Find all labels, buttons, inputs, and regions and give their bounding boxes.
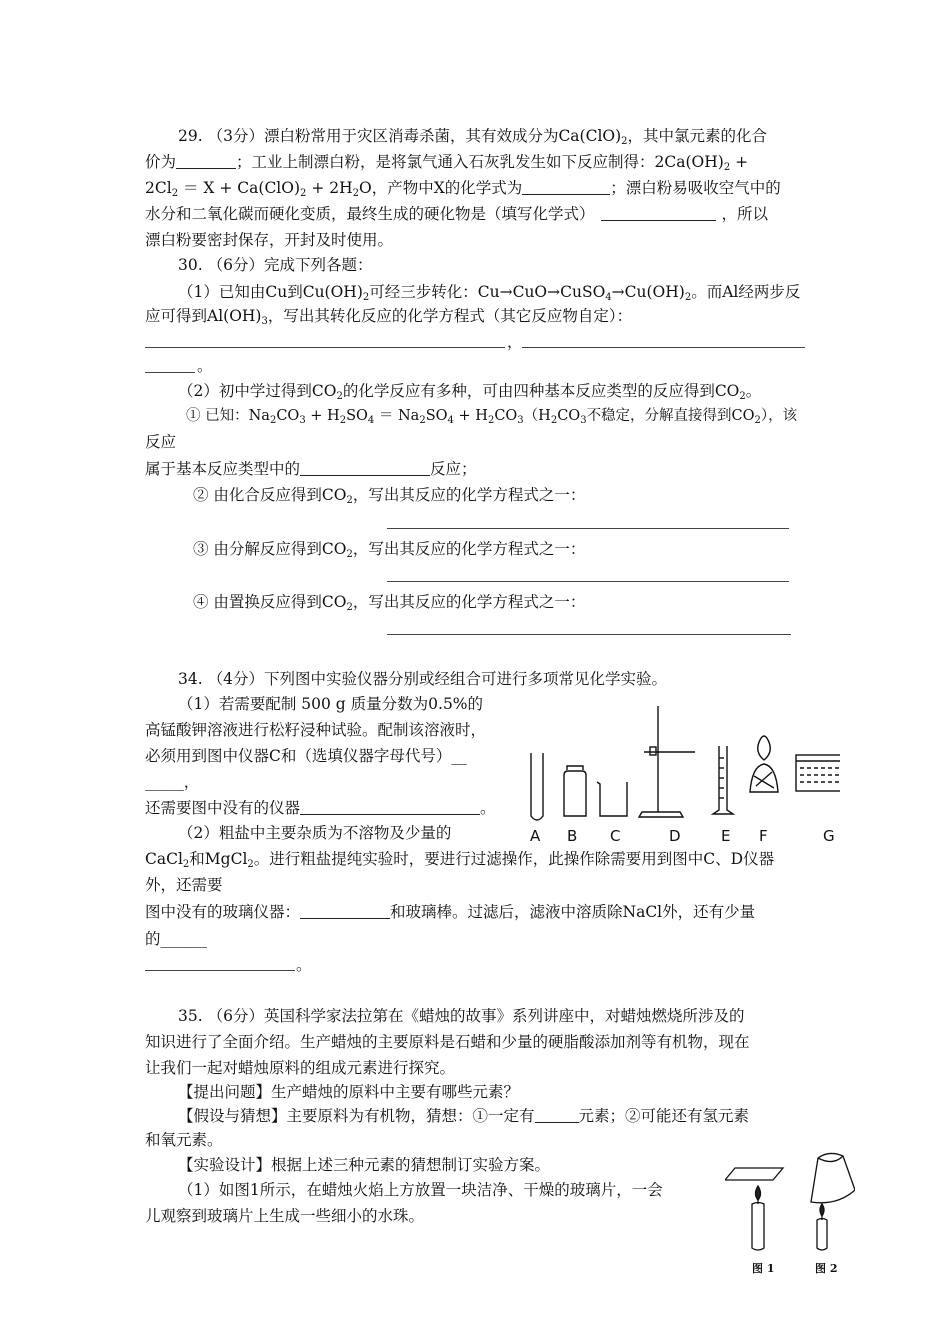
q34-title: 34. （4分）下列图中实验仪器分别或经组合可进行多项常见化学实验。 bbox=[178, 670, 667, 688]
q30-answer-line-1[interactable] bbox=[145, 347, 505, 348]
q29-blank-1[interactable] bbox=[176, 154, 236, 169]
label-B: B bbox=[567, 827, 578, 845]
label-E: E bbox=[721, 827, 731, 845]
q30-sub1-line-2: 反应 bbox=[145, 433, 177, 451]
figure-2-inverted-beaker bbox=[811, 1153, 855, 1202]
test-tube-A bbox=[531, 753, 543, 820]
q34-blank-instrument[interactable] bbox=[300, 800, 480, 815]
q30-sub3-answer-line[interactable] bbox=[387, 581, 789, 582]
q29-line-5: 漂白粉要密封保存，开封及时使用。 bbox=[145, 231, 394, 249]
q35-line-1: 35. （6分）英国科学家法拉第在《蜡烛的故事》系列讲座中，对蜡烛燃烧所涉及的 bbox=[178, 1007, 745, 1025]
q30-sub1-line-3: 属于基本反应类型中的 反应； bbox=[145, 460, 477, 478]
q29-line-3: $2Cl_2 = X + Ca(ClO)_2 + 2H_2O$，产物中X的化学式为 ；漂白粉易吸收空气中的 bbox=[145, 179, 781, 199]
q30-sub4-answer-line[interactable] bbox=[387, 634, 791, 635]
q34-answer-line[interactable] bbox=[145, 970, 295, 971]
alcohol-lamp-F bbox=[750, 736, 778, 792]
evaporating-dish-G bbox=[796, 755, 840, 791]
q35-line-4: 【提出问题】生产蜡烛的原料中主要有哪些元素？ bbox=[178, 1083, 520, 1101]
label-G: G bbox=[823, 827, 835, 845]
q30-answer-line-3[interactable] bbox=[145, 372, 195, 373]
q34-a-line-1: （1）若需要配制 500 g 质量分数为0.5%的 bbox=[178, 695, 484, 713]
label-D: D bbox=[669, 827, 681, 845]
q35-blank-element[interactable] bbox=[535, 1108, 579, 1123]
q34-b-line-1: （2）粗盐中主要杂质为不溶物及少量的 bbox=[178, 824, 452, 842]
q29-blank-3[interactable] bbox=[601, 206, 716, 221]
q35-line-9: 儿观察到玻璃片上生成一些细小的水珠。 bbox=[145, 1207, 425, 1225]
q35-line-5: 【假设与猜想】主要原料为有机物，猜想：①一定有 元素；②可能还有氢元素 bbox=[178, 1107, 750, 1125]
label-F: F bbox=[759, 827, 768, 845]
q30-answer-line-2[interactable] bbox=[522, 347, 805, 348]
figure-2-candle bbox=[817, 1204, 827, 1250]
q34-b-line-2: CaCl$_2$和MgCl$_2$。进行粗盐提纯实验时，要进行过滤操作，此操作除需要用到图中C、D仪器 bbox=[145, 850, 775, 870]
q30-sub3: ③ 由分解反应得到$CO_2$，写出其反应的化学方程式之一： bbox=[193, 540, 586, 560]
q30-sub4: ④ 由置换反应得到$CO_2$，写出其反应的化学方程式之一： bbox=[193, 593, 586, 613]
q30-p1-line-1: （1）已知由Cu到$Cu(OH)_2$可经三步转化：$Cu\to CuO\to CuSO_4\to Cu(OH)_2$。而Al经两步反 bbox=[178, 283, 801, 303]
q34-a-line-4: _____， bbox=[145, 773, 200, 791]
q35-line-7: 【实验设计】根据上述三种元素的猜想制订实验方案。 bbox=[178, 1156, 551, 1174]
q29-blank-2[interactable] bbox=[522, 180, 610, 195]
graduated-cylinder-E bbox=[713, 746, 733, 814]
q30-period: 。 bbox=[197, 357, 213, 375]
q34-b-line-4: 图中没有的玻璃仪器： 和玻璃棒。过滤后，滤液中溶质除NaCl外，还有少量 bbox=[145, 903, 756, 921]
q34-a-line-5: 还需要图中没有的仪器 。 bbox=[145, 799, 496, 817]
q34-a-line-2: 高锰酸钾溶液进行松籽浸种试验。配制该溶液时， bbox=[145, 721, 487, 739]
figure-1-caption: 图 1 bbox=[752, 1262, 775, 1275]
q30-blank-reaction-type[interactable] bbox=[300, 461, 430, 476]
q34-b-line-3: 外，还需要 bbox=[145, 876, 223, 894]
candle-figures bbox=[725, 1150, 855, 1255]
q35-line-8: （1）如图1所示，在蜡烛火焰上方放置一块洁净、干燥的玻璃片，一会 bbox=[178, 1181, 663, 1199]
q29-line-1: 29. （3分）漂白粉常用于灾区消毒杀菌，其有效成分为$Ca(ClO)_2$，其中氯元素的化合 bbox=[178, 127, 768, 147]
apparatus-figure bbox=[520, 700, 840, 830]
q34-b-line-5: 的______ bbox=[145, 930, 208, 948]
q34-a-line-3: 必须用到图中仪器C和（选填仪器字母代号）__ bbox=[145, 747, 467, 765]
figure-1-candle bbox=[752, 1186, 764, 1250]
q30-p2-line-1: （2）初中学过得到$CO_2$的化学反应有多种，可由四种基本反应类型的反应得到$CO_2$。 bbox=[178, 382, 762, 402]
q34-blank-glassware[interactable] bbox=[300, 904, 390, 919]
figure-1-glass-plate bbox=[725, 1168, 783, 1180]
q35-line-3: 让我们一起对蜡烛原料的组成元素进行探究。 bbox=[145, 1059, 456, 1077]
q30-title: 30. （6分）完成下列各题： bbox=[178, 256, 373, 274]
beaker-C bbox=[597, 782, 627, 816]
reagent-bottle-B bbox=[564, 766, 586, 816]
label-C: C bbox=[610, 827, 621, 845]
figure-2-caption: 图 2 bbox=[815, 1262, 838, 1275]
q29-line-2: 价为 ；工业上制漂白粉，是将氯气通入石灰乳发生如下反应制得：$2Ca(OH)_2$ + bbox=[145, 153, 749, 173]
q30-comma: ， bbox=[507, 333, 523, 351]
q29-line-4: 水分和二氧化碳而硬化变质，最终生成的硬化物是（填写化学式） ，所以 bbox=[145, 205, 769, 223]
iron-stand-D bbox=[639, 706, 695, 817]
q30-sub2-answer-line[interactable] bbox=[387, 528, 789, 529]
q30-p1-line-2: 应可得到$Al(OH)_3$，写出其转化反应的化学方程式（其它反应物自定）： bbox=[145, 307, 633, 327]
q30-sub2: ② 由化合反应得到$CO_2$，写出其反应的化学方程式之一： bbox=[193, 486, 586, 506]
q30-sub1-line-1: ① 已知：$Na_2CO_3 + H_2SO_4 = Na_2SO_4 + H_2CO_3(H_2CO_3$不稳定，分解直接得到$CO_2$），该 bbox=[186, 408, 798, 426]
label-A: A bbox=[530, 827, 541, 845]
q35-line-2: 知识进行了全面介绍。生产蜡烛的主要原料是石蜡和少量的硬脂酸添加剂等有机物，现在 bbox=[145, 1033, 750, 1051]
q35-line-6: 和氧元素。 bbox=[145, 1131, 223, 1149]
q34-period: 。 bbox=[296, 956, 312, 974]
